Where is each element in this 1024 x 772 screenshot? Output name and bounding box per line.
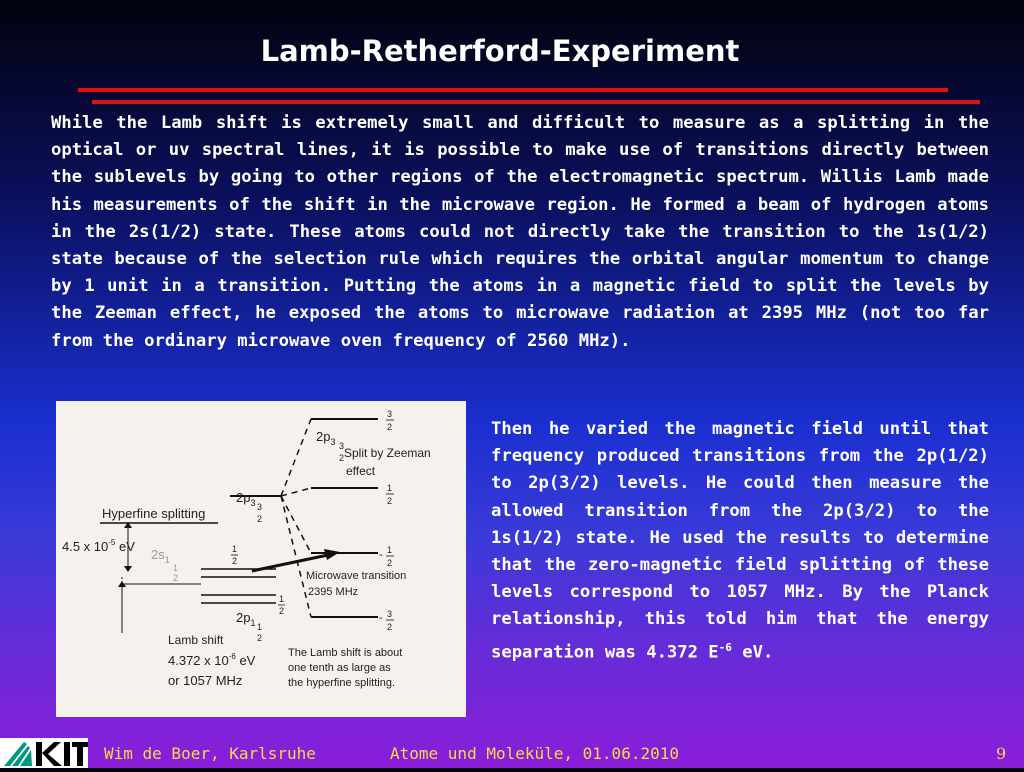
title-underline-top: [78, 88, 948, 92]
svg-text:3: 3: [387, 609, 393, 619]
svg-text:1: 1: [279, 594, 285, 604]
hyperfine-splitting-label: Hyperfine splitting: [102, 506, 206, 521]
microwave-label-line2: 2395 MHz: [308, 586, 359, 598]
microwave-label-line1: Microwave transition: [306, 570, 407, 582]
zeeman-label-line1: Split by Zeeman: [344, 446, 431, 460]
footer-course: Atome und Moleküle, 01.06.2010: [390, 744, 679, 763]
microwave-transition-arrow: [252, 555, 328, 571]
svg-text:3: 3: [339, 441, 345, 451]
note-line2: one tenth as large as: [288, 662, 391, 674]
title-underline-bottom: [92, 100, 980, 104]
page-number: 9: [996, 744, 1007, 763]
svg-text:3: 3: [387, 409, 393, 419]
fan-line-2: [281, 488, 311, 496]
svg-text:-: -: [379, 549, 383, 561]
lamb-shift-mhz: or 1057 MHz: [168, 673, 243, 688]
svg-text:2: 2: [279, 606, 285, 616]
svg-text:2: 2: [387, 496, 393, 506]
svg-text:2: 2: [387, 622, 393, 632]
explanation-paragraph: Then he varied the magnetic field until that frequency produced transitions from the 2p(1/2) to 2p(3/2) levels. He could then measure the allowed transition from the 2p(3/2) to the 1s(1/2) state. He used the results to determine that the zero-magnetic field splitting of these levels correspond to 1057 MHz. By the Planck relationship, this told him that the energy separation was 4.372 $E^{-6}$ eV.: [491, 419, 989, 663]
lamb-shift-value: 4.372 x $10^{-6}$ eV: [168, 652, 256, 668]
svg-text:2: 2: [257, 633, 263, 643]
svg-text:3: 3: [257, 502, 263, 512]
2p1-level-label: $2p_1$: [236, 610, 256, 628]
svg-text:2: 2: [232, 556, 238, 566]
slide-footer: [0, 736, 1024, 768]
svg-text:1: 1: [257, 622, 263, 632]
2p3-top-label: $2p_3$: [316, 429, 336, 447]
kit-logo: [0, 738, 88, 768]
svg-text:2: 2: [339, 453, 345, 463]
energy-level-diagram: [56, 401, 466, 717]
2p3-level-label: $2p_3$: [236, 490, 256, 508]
intro-paragraph: While the Lamb shift is extremely small and difficult to measure as a splitting in the optical or uv spectral lines, it is possible to make use of transitions directly between the sublevels by going to other regions of the electromagnetic spectrum. Willis Lamb made his measurements of the shift in the microwave region. He formed a beam of hydrogen atoms in the 2s(1/2) state. These atoms could not directly take the transition to the 1s(1/2) state because of the selection rule which requires the orbital angular momentum to change by 1 unit in a transition. Putting the atoms in a magnetic field to split the levels by the Zeeman effect, he exposed the atoms to microwave radiation at 2395 MHz (not too far from the ordinary microwave oven frequency of 2560 MHz).: [51, 113, 989, 351]
note-line3: the hyperfine splitting.: [288, 677, 396, 689]
2s-level-label: $2s_1$: [151, 547, 170, 565]
svg-text:1: 1: [232, 544, 238, 554]
fan-line-1: [281, 419, 311, 496]
svg-text:2: 2: [387, 422, 393, 432]
svg-text:2: 2: [387, 558, 393, 568]
svg-text:1: 1: [387, 483, 393, 493]
svg-text:1: 1: [173, 563, 179, 573]
svg-text:2: 2: [257, 514, 263, 524]
hyperfine-value-label: 4.5 x $10^{-5}$ eV: [62, 538, 135, 554]
slide-title: Lamb-Retherford-Experiment: [260, 34, 740, 68]
footer-author: Wim de Boer, Karlsruhe: [104, 744, 316, 763]
svg-text:-: -: [379, 612, 383, 624]
fan-line-3: [281, 496, 311, 553]
fan-line-4: [281, 496, 311, 617]
lamb-shift-label: Lamb shift: [168, 633, 224, 647]
note-line1: The Lamb shift is about: [288, 647, 403, 659]
zeeman-label-line2: effect: [346, 464, 376, 478]
svg-text:2: 2: [173, 573, 179, 583]
svg-text:1: 1: [387, 545, 393, 555]
